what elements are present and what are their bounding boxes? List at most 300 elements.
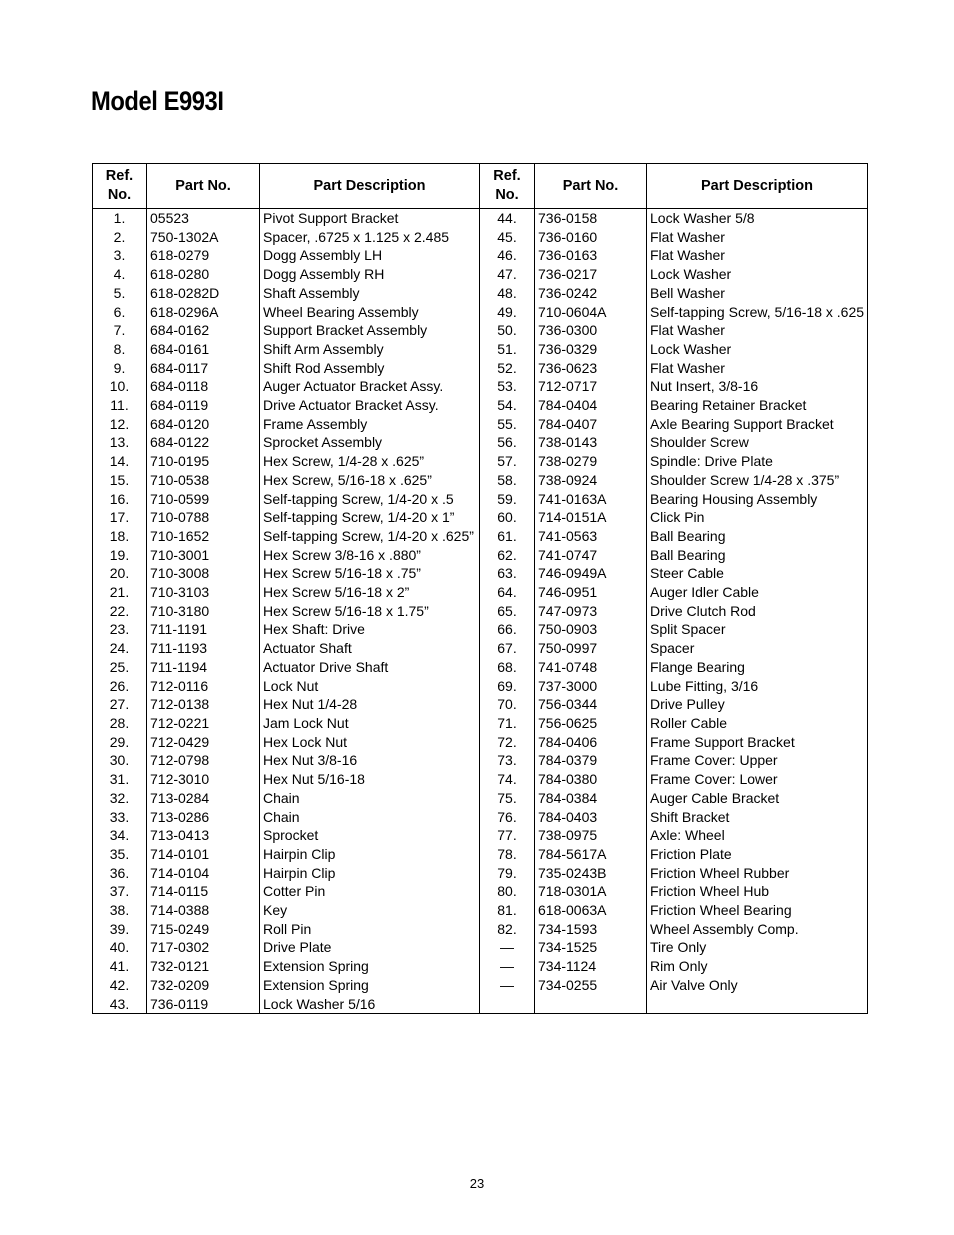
part-no-cell: 738-0975	[535, 826, 647, 845]
description-cell: Ball Bearing	[647, 527, 868, 546]
ref-cell: —	[480, 938, 535, 957]
ref-cell: 57.	[480, 452, 535, 471]
description-cell	[647, 995, 868, 1014]
table-row	[93, 527, 868, 546]
description-cell: Lock Nut	[260, 677, 480, 696]
table-row	[93, 920, 868, 939]
ref-cell	[480, 995, 535, 1014]
part-no-cell: 684-0120	[147, 415, 260, 434]
part-no-cell: 714-0151A	[535, 508, 647, 527]
part-no-cell: 734-0255	[535, 976, 647, 995]
table-row	[93, 209, 868, 228]
part-no-cell: 05523	[147, 209, 260, 228]
part-no-cell: 735-0243B	[535, 864, 647, 883]
table-row	[93, 359, 868, 378]
page-number: 23	[469, 1176, 485, 1191]
ref-cell: 7.	[93, 321, 147, 340]
ref-cell: 20.	[93, 564, 147, 583]
description-cell: Bearing Retainer Bracket	[647, 396, 868, 415]
table-row	[93, 826, 868, 845]
parts-table	[92, 163, 868, 1014]
part-no-cell: 738-0279	[535, 452, 647, 471]
ref-cell: 72.	[480, 733, 535, 752]
ref-cell: 51.	[480, 340, 535, 359]
description-cell: Friction Wheel Rubber	[647, 864, 868, 883]
part-no-cell: 618-0279	[147, 246, 260, 265]
part-no-cell: 741-0563	[535, 527, 647, 546]
description-cell: Shift Rod Assembly	[260, 359, 480, 378]
description-cell: Frame Cover: Lower	[647, 770, 868, 789]
ref-cell: 26.	[93, 677, 147, 696]
ref-cell: 29.	[93, 733, 147, 752]
ref-cell: 50.	[480, 321, 535, 340]
description-cell: Self-tapping Screw, 1/4-20 x 1”	[260, 508, 480, 527]
table-row	[93, 770, 868, 789]
part-no-cell: 714-0115	[147, 882, 260, 901]
ref-cell: 48.	[480, 284, 535, 303]
ref-cell: 59.	[480, 490, 535, 509]
part-no-cell: 736-0119	[147, 995, 260, 1014]
table-row	[93, 602, 868, 621]
description-cell: Actuator Drive Shaft	[260, 658, 480, 677]
description-cell: Hex Nut 3/8-16	[260, 751, 480, 770]
description-cell: Lock Washer	[647, 265, 868, 284]
description-cell: Hex Screw, 1/4-28 x .625”	[260, 452, 480, 471]
description-cell: Shift Bracket	[647, 808, 868, 827]
description-cell: Flat Washer	[647, 359, 868, 378]
ref-cell: 28.	[93, 714, 147, 733]
part-no-cell: 712-0116	[147, 677, 260, 696]
description-cell: Lock Washer 5/8	[647, 209, 868, 228]
part-no-cell: 736-0623	[535, 359, 647, 378]
table-row	[93, 864, 868, 883]
description-cell: Key	[260, 901, 480, 920]
ref-cell: 71.	[480, 714, 535, 733]
ref-cell: 58.	[480, 471, 535, 490]
part-no-cell: 710-0788	[147, 508, 260, 527]
description-cell: Shaft Assembly	[260, 284, 480, 303]
ref-cell: 32.	[93, 789, 147, 808]
description-cell: Auger Cable Bracket	[647, 789, 868, 808]
description-cell: Frame Support Bracket	[647, 733, 868, 752]
description-cell: Spindle: Drive Plate	[647, 452, 868, 471]
description-cell: Shift Arm Assembly	[260, 340, 480, 359]
parts-table-body	[93, 209, 868, 1014]
part-no-cell: 784-0407	[535, 415, 647, 434]
table-row	[93, 583, 868, 602]
ref-cell: 24.	[93, 639, 147, 658]
part-no-cell: 734-1124	[535, 957, 647, 976]
part-no-cell: 741-0163A	[535, 490, 647, 509]
part-no-cell: 737-3000	[535, 677, 647, 696]
ref-cell: 68.	[480, 658, 535, 677]
ref-cell: 14.	[93, 452, 147, 471]
part-no-cell: 618-0296A	[147, 303, 260, 322]
description-cell: Spacer	[647, 639, 868, 658]
ref-cell: 46.	[480, 246, 535, 265]
description-cell: Air Valve Only	[647, 976, 868, 995]
part-no-cell: 746-0951	[535, 583, 647, 602]
part-no-cell: 756-0344	[535, 695, 647, 714]
description-cell: Self-tapping Screw, 1/4-20 x .5	[260, 490, 480, 509]
part-no-cell: 714-0104	[147, 864, 260, 883]
part-no-cell: 756-0625	[535, 714, 647, 733]
table-row	[93, 714, 868, 733]
description-cell: Auger Actuator Bracket Assy.	[260, 377, 480, 396]
part-no-cell: 736-0329	[535, 340, 647, 359]
table-row	[93, 957, 868, 976]
description-cell: Drive Clutch Rod	[647, 602, 868, 621]
description-cell: Roller Cable	[647, 714, 868, 733]
part-no-cell: 736-0160	[535, 228, 647, 247]
part-no-cell: 711-1191	[147, 620, 260, 639]
ref-cell: 30.	[93, 751, 147, 770]
description-cell: Axle Bearing Support Bracket	[647, 415, 868, 434]
part-no-cell: 684-0162	[147, 321, 260, 340]
ref-cell: 53.	[480, 377, 535, 396]
ref-cell: 34.	[93, 826, 147, 845]
table-row	[93, 546, 868, 565]
part-no-cell: 736-0217	[535, 265, 647, 284]
part-no-cell: 736-0158	[535, 209, 647, 228]
table-row	[93, 639, 868, 658]
ref-cell: 66.	[480, 620, 535, 639]
description-header-right: Part Description	[647, 164, 868, 209]
ref-cell: 79.	[480, 864, 535, 883]
parts-table-header	[93, 164, 868, 209]
part-no-cell: 747-0973	[535, 602, 647, 621]
table-row	[93, 901, 868, 920]
part-no-cell: 713-0286	[147, 808, 260, 827]
ref-cell: 9.	[93, 359, 147, 378]
table-row	[93, 433, 868, 452]
table-row	[93, 938, 868, 957]
part-no-cell: 684-0161	[147, 340, 260, 359]
part-no-cell: 784-0380	[535, 770, 647, 789]
ref-header-label: Ref.	[493, 168, 521, 184]
description-cell: Split Spacer	[647, 620, 868, 639]
ref-cell: 63.	[480, 564, 535, 583]
table-row	[93, 377, 868, 396]
ref-cell: 35.	[93, 845, 147, 864]
ref-cell: —	[480, 957, 535, 976]
part-no-cell: 712-0221	[147, 714, 260, 733]
part-no-cell: 734-1525	[535, 938, 647, 957]
part-no-cell: 750-0997	[535, 639, 647, 658]
ref-cell: 65.	[480, 602, 535, 621]
description-cell: Hex Lock Nut	[260, 733, 480, 752]
description-cell: Tire Only	[647, 938, 868, 957]
description-cell: Flat Washer	[647, 321, 868, 340]
table-row	[93, 695, 868, 714]
page-title: Model E993I	[91, 86, 224, 116]
description-cell: Spacer, .6725 x 1.125 x 2.485	[260, 228, 480, 247]
description-cell: Dogg Assembly LH	[260, 246, 480, 265]
part-no-cell: 784-0404	[535, 396, 647, 415]
table-row	[93, 620, 868, 639]
part-no-cell: 713-0413	[147, 826, 260, 845]
part-no-cell: 712-3010	[147, 770, 260, 789]
description-cell: Dogg Assembly RH	[260, 265, 480, 284]
description-cell: Ball Bearing	[647, 546, 868, 565]
ref-cell: 49.	[480, 303, 535, 322]
part-no-cell: 684-0119	[147, 396, 260, 415]
ref-cell: 6.	[93, 303, 147, 322]
table-row	[93, 265, 868, 284]
table-row	[93, 508, 868, 527]
part-no-cell: 712-0798	[147, 751, 260, 770]
part-no-cell: 732-0209	[147, 976, 260, 995]
description-cell: Chain	[260, 808, 480, 827]
part-no-cell: 684-0122	[147, 433, 260, 452]
ref-cell: 55.	[480, 415, 535, 434]
no-header-label: No.	[107, 187, 132, 203]
description-cell: Flat Washer	[647, 228, 868, 247]
part-no-cell: 736-0163	[535, 246, 647, 265]
ref-cell: 10.	[93, 377, 147, 396]
ref-cell: 77.	[480, 826, 535, 845]
table-row	[93, 658, 868, 677]
ref-cell: 39.	[93, 920, 147, 939]
ref-cell: 5.	[93, 284, 147, 303]
description-cell: Frame Cover: Upper	[647, 751, 868, 770]
table-row	[93, 303, 868, 322]
description-cell: Hex Screw 3/8-16 x .880”	[260, 546, 480, 565]
table-row	[93, 396, 868, 415]
description-cell: Wheel Bearing Assembly	[260, 303, 480, 322]
table-row	[93, 246, 868, 265]
part-no-cell: 618-0282D	[147, 284, 260, 303]
part-no-cell: 710-3103	[147, 583, 260, 602]
description-cell: Hex Screw 5/16-18 x 2”	[260, 583, 480, 602]
description-cell: Flange Bearing	[647, 658, 868, 677]
description-cell: Hairpin Clip	[260, 864, 480, 883]
ref-cell: 82.	[480, 920, 535, 939]
description-cell: Friction Wheel Bearing	[647, 901, 868, 920]
part-no-cell: 714-0101	[147, 845, 260, 864]
ref-cell: 13.	[93, 433, 147, 452]
description-cell: Jam Lock Nut	[260, 714, 480, 733]
part-no-cell: 618-0063A	[535, 901, 647, 920]
ref-cell: 44.	[480, 209, 535, 228]
part-no-cell: 711-1193	[147, 639, 260, 658]
description-cell: Pivot Support Bracket	[260, 209, 480, 228]
part-no-cell: 710-0195	[147, 452, 260, 471]
description-header-left: Part Description	[260, 164, 480, 209]
ref-cell: 75.	[480, 789, 535, 808]
ref-cell: 81.	[480, 901, 535, 920]
table-row	[93, 751, 868, 770]
part-no-cell: 710-0599	[147, 490, 260, 509]
ref-cell: 11.	[93, 396, 147, 415]
description-cell: Auger Idler Cable	[647, 583, 868, 602]
ref-cell: 67.	[480, 639, 535, 658]
table-row	[93, 677, 868, 696]
ref-cell: 41.	[93, 957, 147, 976]
part-no-cell: 684-0117	[147, 359, 260, 378]
description-cell: Hex Screw 5/16-18 x .75”	[260, 564, 480, 583]
ref-cell: 73.	[480, 751, 535, 770]
description-cell: Bearing Housing Assembly	[647, 490, 868, 509]
description-cell: Click Pin	[647, 508, 868, 527]
ref-header-label: Ref.	[105, 168, 134, 184]
part-no-cell	[535, 995, 647, 1014]
description-cell: Frame Assembly	[260, 415, 480, 434]
part-no-cell: 712-0717	[535, 377, 647, 396]
part-no-cell: 738-0924	[535, 471, 647, 490]
description-cell: Extension Spring	[260, 957, 480, 976]
part-no-cell: 710-0604A	[535, 303, 647, 322]
ref-cell: 64.	[480, 583, 535, 602]
description-cell: Drive Plate	[260, 938, 480, 957]
ref-cell: 56.	[480, 433, 535, 452]
part-no-cell: 718-0301A	[535, 882, 647, 901]
part-no-cell: 784-0379	[535, 751, 647, 770]
ref-cell: 43.	[93, 995, 147, 1014]
table-row	[93, 789, 868, 808]
ref-cell: 74.	[480, 770, 535, 789]
part-no-cell: 741-0747	[535, 546, 647, 565]
description-cell: Lube Fitting, 3/16	[647, 677, 868, 696]
ref-cell: 37.	[93, 882, 147, 901]
ref-cell: 45.	[480, 228, 535, 247]
part-no-cell: 784-0403	[535, 808, 647, 827]
description-cell: Hex Nut 5/16-18	[260, 770, 480, 789]
description-cell: Nut Insert, 3/8-16	[647, 377, 868, 396]
ref-cell: 78.	[480, 845, 535, 864]
part-no-cell: 710-1652	[147, 527, 260, 546]
ref-cell: 47.	[480, 265, 535, 284]
table-row	[93, 808, 868, 827]
ref-cell: 19.	[93, 546, 147, 565]
part-no-cell: 750-0903	[535, 620, 647, 639]
ref-cell: 52.	[480, 359, 535, 378]
part-no-cell: 710-3008	[147, 564, 260, 583]
table-row	[93, 321, 868, 340]
description-cell: Hex Shaft: Drive	[260, 620, 480, 639]
ref-cell: —	[480, 976, 535, 995]
table-row	[93, 490, 868, 509]
part-no-cell: 734-1593	[535, 920, 647, 939]
ref-cell: 36.	[93, 864, 147, 883]
part-no-cell: 715-0249	[147, 920, 260, 939]
part-no-cell: 618-0280	[147, 265, 260, 284]
ref-cell: 4.	[93, 265, 147, 284]
ref-cell: 3.	[93, 246, 147, 265]
description-cell: Cotter Pin	[260, 882, 480, 901]
description-cell: Rim Only	[647, 957, 868, 976]
part-no-cell: 711-1194	[147, 658, 260, 677]
ref-cell: 31.	[93, 770, 147, 789]
ref-cell: 2.	[93, 228, 147, 247]
ref-cell: 40.	[93, 938, 147, 957]
description-cell: Drive Pulley	[647, 695, 868, 714]
ref-cell: 18.	[93, 527, 147, 546]
ref-cell: 38.	[93, 901, 147, 920]
description-cell: Extension Spring	[260, 976, 480, 995]
part-no-cell: 710-3180	[147, 602, 260, 621]
ref-cell: 22.	[93, 602, 147, 621]
part-no-header-left: Part No.	[147, 164, 260, 209]
ref-cell: 60.	[480, 508, 535, 527]
part-no-cell: 750-1302A	[147, 228, 260, 247]
description-cell: Roll Pin	[260, 920, 480, 939]
description-cell: Sprocket	[260, 826, 480, 845]
description-cell: Hex Nut 1/4-28	[260, 695, 480, 714]
ref-cell: 16.	[93, 490, 147, 509]
ref-cell: 33.	[93, 808, 147, 827]
description-cell: Hairpin Clip	[260, 845, 480, 864]
part-no-cell: 784-5617A	[535, 845, 647, 864]
table-row	[93, 845, 868, 864]
description-cell: Chain	[260, 789, 480, 808]
part-no-cell: 746-0949A	[535, 564, 647, 583]
ref-cell: 15.	[93, 471, 147, 490]
part-no-cell: 738-0143	[535, 433, 647, 452]
table-row	[93, 976, 868, 995]
part-no-header-right: Part No.	[535, 164, 647, 209]
ref-cell: 8.	[93, 340, 147, 359]
description-cell: Wheel Assembly Comp.	[647, 920, 868, 939]
ref-cell: 62.	[480, 546, 535, 565]
part-no-cell: 714-0388	[147, 901, 260, 920]
part-no-cell: 684-0118	[147, 377, 260, 396]
part-no-cell: 784-0384	[535, 789, 647, 808]
table-row	[93, 995, 868, 1014]
table-row	[93, 882, 868, 901]
description-cell: Drive Actuator Bracket Assy.	[260, 396, 480, 415]
no-header-label: No.	[495, 187, 519, 203]
ref-cell: 1.	[93, 209, 147, 228]
description-cell: Shoulder Screw 1/4-28 x .375”	[647, 471, 868, 490]
table-row	[93, 564, 868, 583]
table-row	[93, 733, 868, 752]
part-no-cell: 713-0284	[147, 789, 260, 808]
description-cell: Lock Washer	[647, 340, 868, 359]
part-no-cell: 736-0242	[535, 284, 647, 303]
part-no-cell: 741-0748	[535, 658, 647, 677]
description-cell: Self-tapping Screw, 1/4-20 x .625”	[260, 527, 480, 546]
description-cell: Actuator Shaft	[260, 639, 480, 658]
ref-cell: 21.	[93, 583, 147, 602]
ref-cell: 17.	[93, 508, 147, 527]
description-cell: Friction Plate	[647, 845, 868, 864]
part-no-cell: 712-0138	[147, 695, 260, 714]
table-row	[93, 340, 868, 359]
ref-cell: 70.	[480, 695, 535, 714]
description-cell: Self-tapping Screw, 5/16-18 x .625	[647, 303, 868, 322]
ref-cell: 80.	[480, 882, 535, 901]
ref-no-header-right	[480, 164, 535, 209]
table-row	[93, 471, 868, 490]
description-cell: Friction Wheel Hub	[647, 882, 868, 901]
ref-cell: 69.	[480, 677, 535, 696]
table-row	[93, 228, 868, 247]
ref-cell: 42.	[93, 976, 147, 995]
description-cell: Bell Washer	[647, 284, 868, 303]
description-cell: Steer Cable	[647, 564, 868, 583]
description-cell: Flat Washer	[647, 246, 868, 265]
table-row	[93, 452, 868, 471]
ref-cell: 25.	[93, 658, 147, 677]
part-no-cell: 712-0429	[147, 733, 260, 752]
description-cell: Lock Washer 5/16	[260, 995, 480, 1014]
part-no-cell: 710-3001	[147, 546, 260, 565]
table-row	[93, 284, 868, 303]
table-row	[93, 415, 868, 434]
part-no-cell: 732-0121	[147, 957, 260, 976]
part-no-cell: 710-0538	[147, 471, 260, 490]
